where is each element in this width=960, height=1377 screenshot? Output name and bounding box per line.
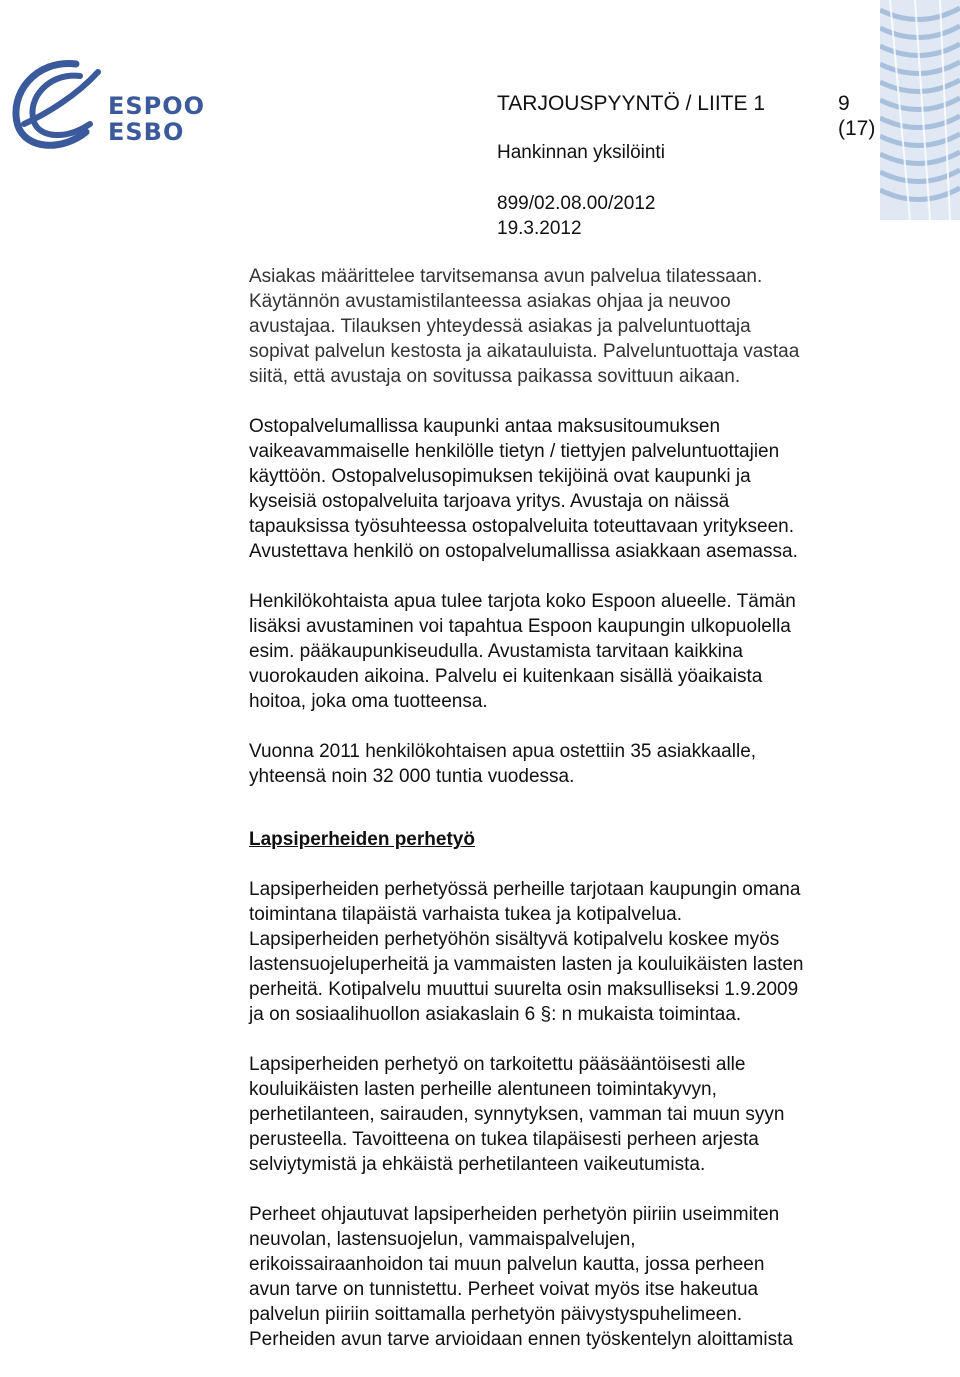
- logo-text-esbo: ESBO: [108, 118, 185, 146]
- paragraph-group-intro: [249, 264, 929, 789]
- text-line: ja on sosiaalihuollon asiakaslain 6 §: n mukaista toimintaa.: [249, 1004, 742, 1025]
- text-line: yhteensä noin 32 000 tuntia vuodessa.: [249, 766, 575, 787]
- text-line: Henkilökohtaista apua tulee tarjota koko Espoon alueelle. Tämän: [249, 591, 796, 612]
- text-line: avun tarve on tunnistettu. Perheet voivat myös itse hakeutua: [249, 1279, 759, 1300]
- text-line: Lapsiperheiden perhetyössä perheille tarjotaan kaupungin omana: [249, 879, 801, 900]
- text-line: perheitä. Kotipalvelu muuttui suurelta osin maksulliseksi 1.9.2009: [249, 979, 799, 1000]
- text-line: sopivat palvelun kestosta ja aikatauluista. Palveluntuottaja vastaa: [249, 341, 800, 362]
- text-line: palvelun piiriin soittamalla perhetyön päivystyspuhelimeen.: [249, 1304, 743, 1325]
- text-line: Vuonna 2011 henkilökohtaisen apua ostettiin 35 asiakkaalle,: [249, 741, 757, 762]
- text-line: esim. pääkaupunkiseudulla. Avustamista tarvitaan kaikkina: [249, 641, 743, 662]
- text-line: lastensuojeluperheitä ja vammaisten lasten ja kouluikäisten lasten: [249, 954, 804, 975]
- text-line: neuvolan, lastensuojelun, vammaispalvelujen,: [249, 1229, 636, 1250]
- text-line: kouluikäisten lasten perheille alentuneen toimintakyvyn,: [249, 1079, 717, 1100]
- paragraph: [249, 1052, 929, 1177]
- text-line: Käytännön avustamistilanteessa asiakas ohjaa ja neuvoo: [249, 291, 731, 312]
- text-line: Avustettava henkilö on ostopalvelumallissa asiakkaan asemassa.: [249, 541, 798, 562]
- text-line: selviytymistä ja ehkäistä perhetilanteen vaikeutumista.: [249, 1154, 706, 1175]
- text-line: Ostopalvelumallissa kaupunki antaa maksusitoumuksen: [249, 416, 721, 437]
- text-line: Perheiden avun tarve arvioidaan ennen työskentelyn aloittamista: [249, 1329, 793, 1350]
- page-number: 9: [838, 92, 850, 115]
- text-line: käyttöön. Ostopalvelusopimuksen tekijöinä ovat kaupunki ja: [249, 466, 751, 487]
- text-line: perusteella. Tavoitteena on tukea tilapäisesti perheen arjesta: [249, 1129, 759, 1150]
- text-line: siitä, että avustaja on sovitussa paikassa sovittuun aikaan.: [249, 366, 741, 387]
- text-line: Lapsiperheiden perhetyö on tarkoitettu pääsääntöisesti alle: [249, 1054, 746, 1075]
- logo-text-espoo: ESPOO: [108, 92, 206, 120]
- paragraph-group-section: [249, 877, 929, 1352]
- paragraph: [249, 877, 929, 1027]
- text-line: kyseisiä ostopalveluita tarjoava yritys. Avustaja on näissä: [249, 491, 730, 512]
- document-subtitle: Hankinnan yksilöinti: [497, 142, 665, 163]
- document-body: [249, 264, 929, 1377]
- page-count: (17): [838, 117, 876, 140]
- text-line: erikoissairaanhoidon tai muun palvelun kautta, jossa perheen: [249, 1254, 765, 1275]
- paragraph: [249, 589, 929, 714]
- espoo-swirl-icon: [6, 54, 106, 154]
- text-line: toimintana tilapäistä varhaista tukea ja kotipalvelua.: [249, 904, 683, 925]
- text-line: tapauksissa työsuhteessa ostopalveluita toteuttavaan yritykseen.: [249, 516, 794, 537]
- text-line: perhetilanteen, sairauden, synnytyksen, vamman tai muun syyn: [249, 1104, 785, 1125]
- paragraph: [249, 739, 929, 789]
- corner-wave-graphic: [880, 0, 960, 220]
- text-line: Perheet ohjautuvat lapsiperheiden perhetyön piiriin useimmiten: [249, 1204, 780, 1225]
- espoo-logo: [6, 54, 206, 154]
- paragraph: [249, 264, 929, 389]
- text-line: vuorokauden aikoina. Palvelu ei kuitenkaan sisällä yöaikaista: [249, 666, 763, 687]
- paragraph: [249, 414, 929, 564]
- text-line: Asiakas määrittelee tarvitsemansa avun palvelua tilatessaan.: [249, 266, 763, 287]
- text-line: hoitoa, joka oma tuotteensa.: [249, 691, 488, 712]
- paragraph: [249, 1202, 929, 1352]
- text-line: avustajaa. Tilauksen yhteydessä asiakas ja palveluntuottaja: [249, 316, 751, 337]
- document-date: 19.3.2012: [497, 218, 582, 239]
- document-title: TARJOUSPYYNTÖ / LIITE 1: [497, 92, 765, 115]
- text-line: Lapsiperheiden perhetyöhön sisältyvä kotipalvelu koskee myös: [249, 929, 780, 950]
- reference-number: 899/02.08.00/2012: [497, 193, 656, 214]
- text-line: lisäksi avustaminen voi tapahtua Espoon kaupungin ulkopuolella: [249, 616, 791, 637]
- text-line: vaikeavammaiselle henkilölle tietyn / tiettyjen palveluntuottajien: [249, 441, 780, 462]
- section-heading: Lapsiperheiden perhetyö: [249, 829, 475, 850]
